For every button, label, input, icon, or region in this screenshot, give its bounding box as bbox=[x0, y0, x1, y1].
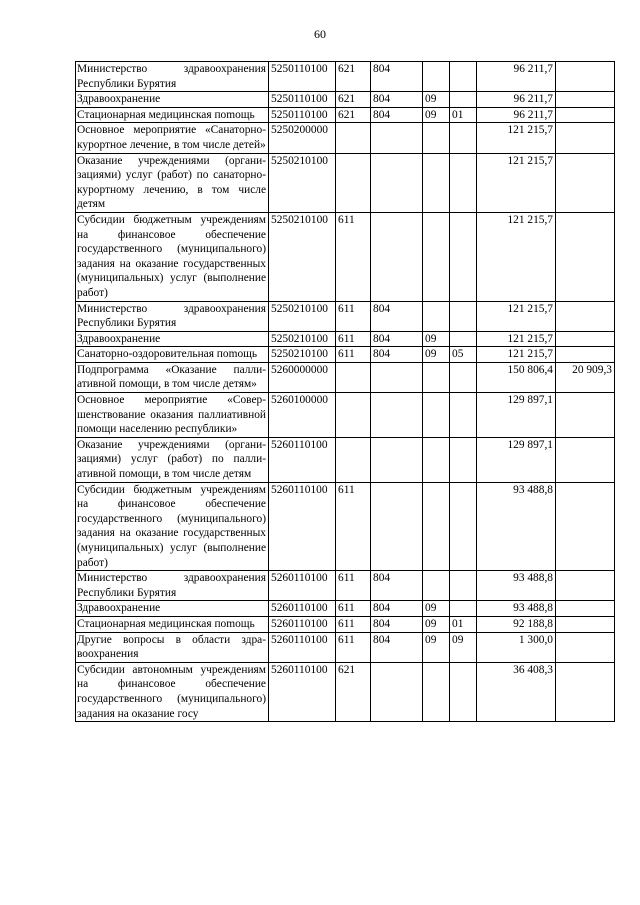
amount-cell: 93 488,8 bbox=[477, 601, 556, 617]
budget-table bbox=[75, 61, 615, 722]
department-cell: 804 bbox=[371, 347, 423, 363]
amount-cell: 96 211,7 bbox=[477, 107, 556, 123]
section-cell bbox=[423, 62, 450, 92]
table-row bbox=[76, 601, 615, 617]
subsection-cell: 01 bbox=[450, 107, 477, 123]
extra-amount-cell bbox=[556, 571, 615, 601]
amount-cell: 121 215,7 bbox=[477, 301, 556, 331]
expense-type-cell: 611 bbox=[336, 482, 371, 571]
department-cell: 804 bbox=[371, 601, 423, 617]
target-article-cell: 5260110100 bbox=[269, 482, 336, 571]
row-name-cell: Субсидии бюджетным учреждениям на финансовое обеспечение государственного (муниципального) задания на оказание государственных (муниципальных) услуг (выполнение работ) bbox=[76, 212, 269, 301]
department-cell bbox=[371, 123, 423, 153]
amount-cell: 121 215,7 bbox=[477, 212, 556, 301]
table-row bbox=[76, 62, 615, 92]
subsection-cell bbox=[450, 437, 477, 482]
expense-type-cell: 611 bbox=[336, 212, 371, 301]
department-cell bbox=[371, 212, 423, 301]
expense-type-cell bbox=[336, 437, 371, 482]
extra-amount-cell bbox=[556, 632, 615, 662]
section-cell bbox=[423, 437, 450, 482]
section-cell: 09 bbox=[423, 616, 450, 632]
table-row bbox=[76, 107, 615, 123]
extra-amount-cell bbox=[556, 107, 615, 123]
subsection-cell bbox=[450, 92, 477, 108]
section-cell bbox=[423, 212, 450, 301]
amount-cell: 92 188,8 bbox=[477, 616, 556, 632]
expense-type-cell: 621 bbox=[336, 107, 371, 123]
department-cell bbox=[371, 362, 423, 392]
expense-type-cell: 611 bbox=[336, 616, 371, 632]
expense-type-cell: 611 bbox=[336, 301, 371, 331]
target-article-cell: 5260110100 bbox=[269, 662, 336, 721]
subsection-cell bbox=[450, 393, 477, 438]
table-body bbox=[76, 62, 615, 722]
subsection-cell bbox=[450, 212, 477, 301]
expense-type-cell: 611 bbox=[336, 632, 371, 662]
amount-cell: 129 897,1 bbox=[477, 393, 556, 438]
table-row bbox=[76, 362, 615, 392]
target-article-cell: 5250210100 bbox=[269, 347, 336, 363]
extra-amount-cell bbox=[556, 393, 615, 438]
target-article-cell: 5250110100 bbox=[269, 92, 336, 108]
target-article-cell: 5260110100 bbox=[269, 571, 336, 601]
row-name-cell: Основное мероприятие «Совершенствование оказания паллиативной помощи населению республики» bbox=[76, 393, 269, 438]
extra-amount-cell bbox=[556, 616, 615, 632]
department-cell: 804 bbox=[371, 301, 423, 331]
amount-cell: 121 215,7 bbox=[477, 331, 556, 347]
row-name-cell: Здравоохранение bbox=[76, 92, 269, 108]
subsection-cell bbox=[450, 571, 477, 601]
amount-cell: 129 897,1 bbox=[477, 437, 556, 482]
expense-type-cell: 621 bbox=[336, 662, 371, 721]
table-row bbox=[76, 347, 615, 363]
extra-amount-cell bbox=[556, 662, 615, 721]
extra-amount-cell bbox=[556, 301, 615, 331]
amount-cell: 1 300,0 bbox=[477, 632, 556, 662]
row-name-cell: Субсидии автономным учреждениям на финансовое обеспечение государственного (муниципального) задания на оказание госу bbox=[76, 662, 269, 721]
subsection-cell bbox=[450, 601, 477, 617]
extra-amount-cell bbox=[556, 92, 615, 108]
row-name-cell: Оказание учреждениями (организациями) услуг (работ) по паллиативной помощи, в том числе детям bbox=[76, 437, 269, 482]
amount-cell: 96 211,7 bbox=[477, 92, 556, 108]
amount-cell: 121 215,7 bbox=[477, 347, 556, 363]
subsection-cell bbox=[450, 662, 477, 721]
target-article-cell: 5250200000 bbox=[269, 123, 336, 153]
subsection-cell bbox=[450, 301, 477, 331]
department-cell: 804 bbox=[371, 107, 423, 123]
target-article-cell: 5250210100 bbox=[269, 301, 336, 331]
table-row bbox=[76, 571, 615, 601]
department-cell bbox=[371, 153, 423, 212]
page-number: 60 bbox=[314, 27, 326, 41]
extra-amount-cell bbox=[556, 212, 615, 301]
row-name-cell: Министерство здравоохранения Республики Бурятия bbox=[76, 62, 269, 92]
subsection-cell: 05 bbox=[450, 347, 477, 363]
expense-type-cell: 611 bbox=[336, 601, 371, 617]
amount-cell: 96 211,7 bbox=[477, 62, 556, 92]
table-row bbox=[76, 482, 615, 571]
expense-type-cell bbox=[336, 393, 371, 438]
section-cell bbox=[423, 662, 450, 721]
table-row bbox=[76, 437, 615, 482]
subsection-cell bbox=[450, 123, 477, 153]
department-cell: 804 bbox=[371, 632, 423, 662]
department-cell: 804 bbox=[371, 92, 423, 108]
table-row bbox=[76, 393, 615, 438]
subsection-cell: 01 bbox=[450, 616, 477, 632]
target-article-cell: 5260110100 bbox=[269, 437, 336, 482]
section-cell bbox=[423, 362, 450, 392]
department-cell bbox=[371, 662, 423, 721]
table-row bbox=[76, 632, 615, 662]
section-cell: 09 bbox=[423, 331, 450, 347]
amount-cell: 93 488,8 bbox=[477, 571, 556, 601]
row-name-cell: Стационарная медицинская поmощь bbox=[76, 616, 269, 632]
row-name-cell: Другие вопросы в области здравоохранения bbox=[76, 632, 269, 662]
section-cell bbox=[423, 153, 450, 212]
section-cell bbox=[423, 482, 450, 571]
department-cell: 804 bbox=[371, 331, 423, 347]
target-article-cell: 5260110100 bbox=[269, 601, 336, 617]
department-cell: 804 bbox=[371, 571, 423, 601]
row-name-cell: Здравоохранение bbox=[76, 601, 269, 617]
expense-type-cell: 611 bbox=[336, 331, 371, 347]
extra-amount-cell bbox=[556, 331, 615, 347]
table-row bbox=[76, 331, 615, 347]
row-name-cell: Субсидии бюджетным учреждениям на финансовое обеспечение государственного (муниципального) задания на оказание государственных (муниципальных) услуг (выполнение работ) bbox=[76, 482, 269, 571]
section-cell bbox=[423, 301, 450, 331]
expense-type-cell: 611 bbox=[336, 347, 371, 363]
row-name-cell: Основное мероприятие «Санаторно-курортное лечение, в том числе детей» bbox=[76, 123, 269, 153]
target-article-cell: 5250210100 bbox=[269, 212, 336, 301]
extra-amount-cell bbox=[556, 437, 615, 482]
target-article-cell: 5260110100 bbox=[269, 616, 336, 632]
target-article-cell: 5250110100 bbox=[269, 62, 336, 92]
target-article-cell: 5260100000 bbox=[269, 393, 336, 438]
expense-type-cell bbox=[336, 362, 371, 392]
expense-type-cell: 621 bbox=[336, 92, 371, 108]
section-cell: 09 bbox=[423, 347, 450, 363]
section-cell bbox=[423, 393, 450, 438]
section-cell bbox=[423, 123, 450, 153]
subsection-cell bbox=[450, 331, 477, 347]
row-name-cell: Санаторно-оздоровительная поmощь bbox=[76, 347, 269, 363]
amount-cell: 121 215,7 bbox=[477, 123, 556, 153]
department-cell bbox=[371, 437, 423, 482]
amount-cell: 36 408,3 bbox=[477, 662, 556, 721]
section-cell: 09 bbox=[423, 601, 450, 617]
target-article-cell: 5250110100 bbox=[269, 107, 336, 123]
target-article-cell: 5250210100 bbox=[269, 153, 336, 212]
amount-cell: 93 488,8 bbox=[477, 482, 556, 571]
row-name-cell: Оказание учреждениями (организациями) услуг (работ) по санаторно-курортному лечению, в том числе детям bbox=[76, 153, 269, 212]
subsection-cell bbox=[450, 153, 477, 212]
table-row bbox=[76, 92, 615, 108]
department-cell: 804 bbox=[371, 62, 423, 92]
row-name-cell: Министерство здравоохранения Республики Бурятия bbox=[76, 301, 269, 331]
subsection-cell bbox=[450, 362, 477, 392]
target-article-cell: 5260110100 bbox=[269, 632, 336, 662]
target-article-cell: 5250210100 bbox=[269, 331, 336, 347]
table-row bbox=[76, 153, 615, 212]
department-cell: 804 bbox=[371, 616, 423, 632]
extra-amount-cell bbox=[556, 123, 615, 153]
row-name-cell: Стационарная медицинская поmощь bbox=[76, 107, 269, 123]
expense-type-cell bbox=[336, 153, 371, 212]
department-cell bbox=[371, 393, 423, 438]
expense-type-cell: 611 bbox=[336, 571, 371, 601]
extra-amount-cell bbox=[556, 347, 615, 363]
target-article-cell: 5260000000 bbox=[269, 362, 336, 392]
row-name-cell: Министерство здравоохранения Республики Бурятия bbox=[76, 571, 269, 601]
table-row bbox=[76, 123, 615, 153]
extra-amount-cell: 20 909,3 bbox=[556, 362, 615, 392]
department-cell bbox=[371, 482, 423, 571]
amount-cell: 150 806,4 bbox=[477, 362, 556, 392]
subsection-cell: 09 bbox=[450, 632, 477, 662]
extra-amount-cell bbox=[556, 62, 615, 92]
extra-amount-cell bbox=[556, 601, 615, 617]
section-cell: 09 bbox=[423, 107, 450, 123]
table-row bbox=[76, 301, 615, 331]
expense-type-cell: 621 bbox=[336, 62, 371, 92]
section-cell: 09 bbox=[423, 632, 450, 662]
row-name-cell: Здравоохранение bbox=[76, 331, 269, 347]
extra-amount-cell bbox=[556, 482, 615, 571]
amount-cell: 121 215,7 bbox=[477, 153, 556, 212]
table-row bbox=[76, 212, 615, 301]
section-cell: 09 bbox=[423, 92, 450, 108]
row-name-cell: Подпрограмма «Оказание паллиативной помощи, в том числе детям» bbox=[76, 362, 269, 392]
subsection-cell bbox=[450, 62, 477, 92]
subsection-cell bbox=[450, 482, 477, 571]
extra-amount-cell bbox=[556, 153, 615, 212]
table-row bbox=[76, 616, 615, 632]
section-cell bbox=[423, 571, 450, 601]
expense-type-cell bbox=[336, 123, 371, 153]
table-row bbox=[76, 662, 615, 721]
